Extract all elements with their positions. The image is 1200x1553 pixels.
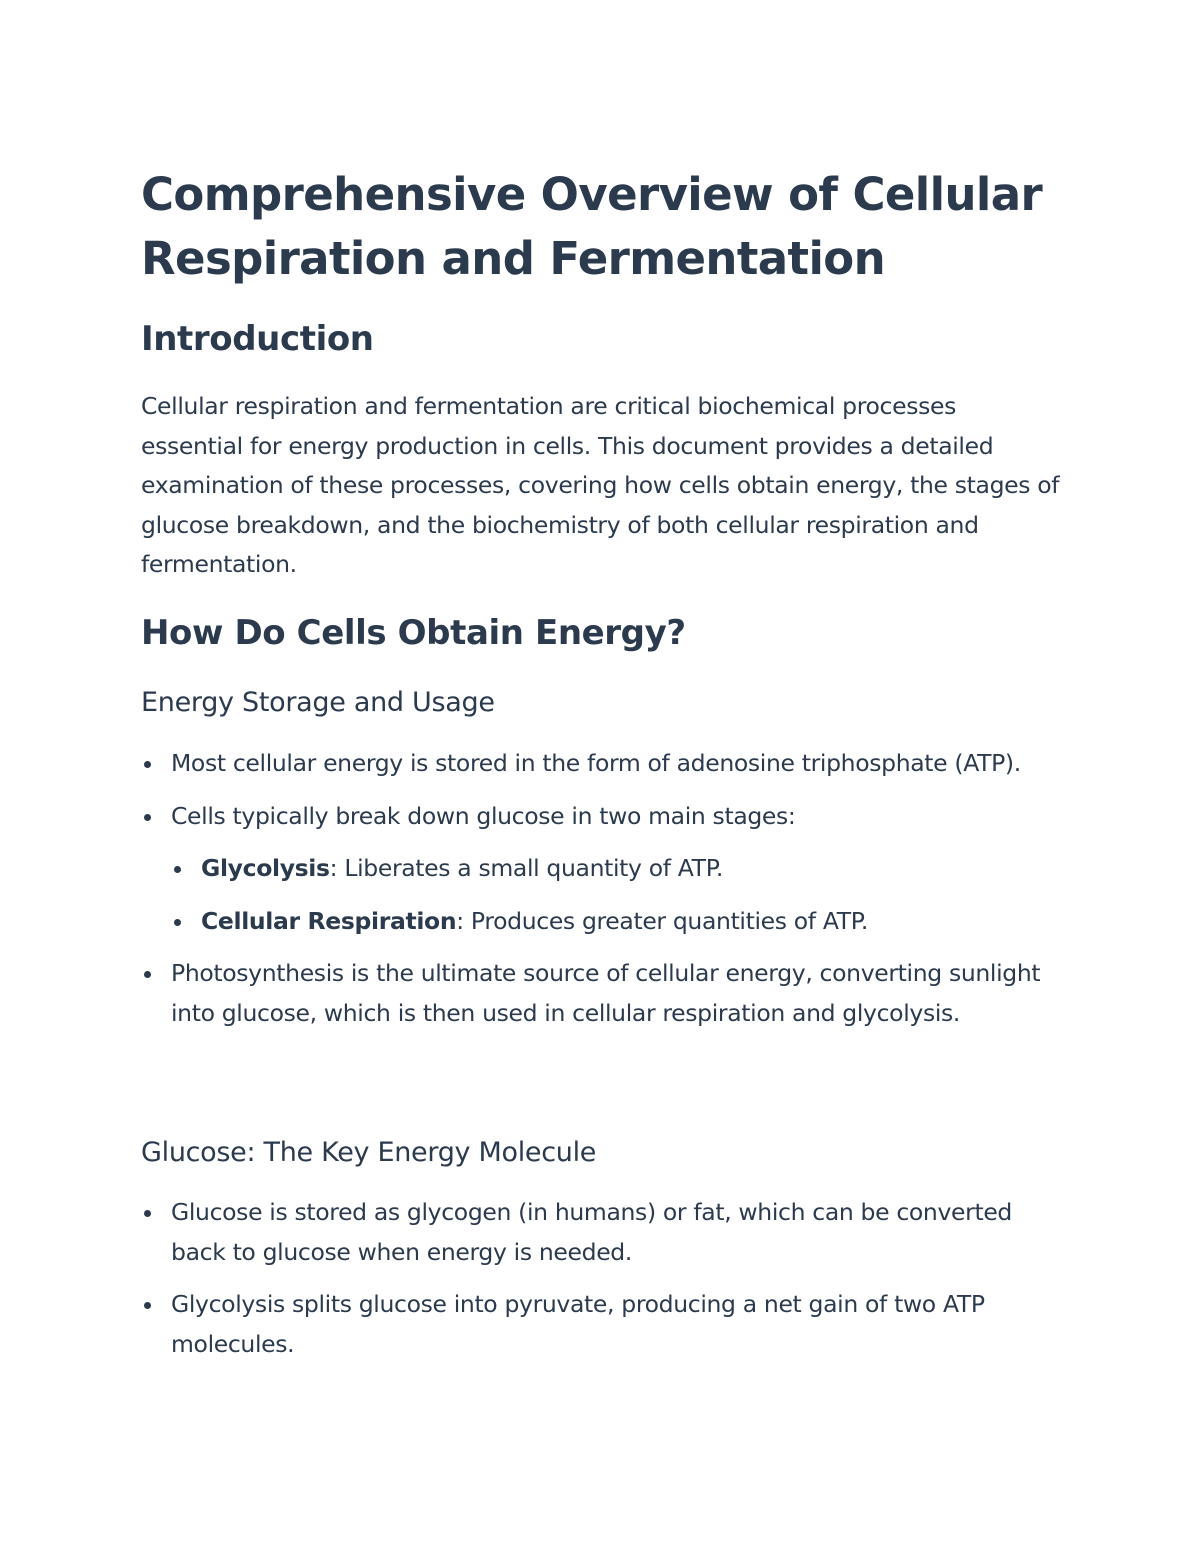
bullet-icon bbox=[174, 919, 181, 926]
bullet-icon bbox=[144, 971, 151, 978]
list-item bbox=[141, 797, 1061, 942]
section-heading-energy: How Do Cells Obtain Energy? bbox=[141, 613, 686, 653]
list-item-text: Most cellular energy is stored in the form of adenosine triphosphate (ATP). bbox=[171, 749, 1021, 777]
list-item bbox=[141, 954, 1061, 1033]
bullet-icon bbox=[144, 761, 151, 768]
sublist-item bbox=[171, 902, 1061, 942]
document-title: Comprehensive Overview of Cellular Respiration and Fermentation bbox=[141, 168, 1043, 285]
intro-paragraph: Cellular respiration and fermentation are critical biochemical processes essential for energy production in cells. This document provides a detailed examination of these processes, covering how cells obtain energy, the stages of glucose breakdown, and the biochemistry of both cellular respiration and fermentation. bbox=[141, 392, 1060, 578]
list-item-text: Glucose is stored as glycogen (in humans) or fat, which can be converted back to glucose when energy is needed. bbox=[171, 1198, 1012, 1266]
stage-term: Cellular Respiration bbox=[201, 906, 457, 935]
subheading-glucose: Glucose: The Key Energy Molecule bbox=[141, 1137, 597, 1168]
list-item-text: Glycolysis splits glucose into pyruvate, producing a net gain of two ATP molecules. bbox=[171, 1290, 985, 1358]
list-item-text: Photosynthesis is the ultimate source of cellular energy, converting sunlight into glucose, which is then used in cellular respiration and glycolysis. bbox=[171, 959, 1041, 1027]
section-heading-introduction: Introduction bbox=[141, 319, 374, 359]
glucose-list bbox=[141, 1193, 1061, 1377]
sublist-item bbox=[171, 849, 1061, 889]
list-item bbox=[141, 744, 1061, 784]
bullet-icon bbox=[144, 1210, 151, 1217]
list-item bbox=[141, 1193, 1061, 1272]
subheading-energy-storage: Energy Storage and Usage bbox=[141, 687, 495, 718]
bullet-icon bbox=[174, 866, 181, 873]
stage-description: : Liberates a small quantity of ATP. bbox=[329, 854, 723, 882]
stage-description: : Produces greater quantities of ATP. bbox=[456, 906, 869, 935]
bullet-icon bbox=[144, 814, 151, 821]
list-item-text: Cells typically break down glucose in two main stages: bbox=[171, 801, 796, 830]
bullet-icon bbox=[144, 1302, 151, 1309]
list-item bbox=[141, 1285, 1061, 1364]
glucose-stages-sublist bbox=[171, 849, 1061, 941]
stage-term: Glycolysis bbox=[201, 854, 330, 882]
energy-storage-list bbox=[141, 744, 1061, 1046]
